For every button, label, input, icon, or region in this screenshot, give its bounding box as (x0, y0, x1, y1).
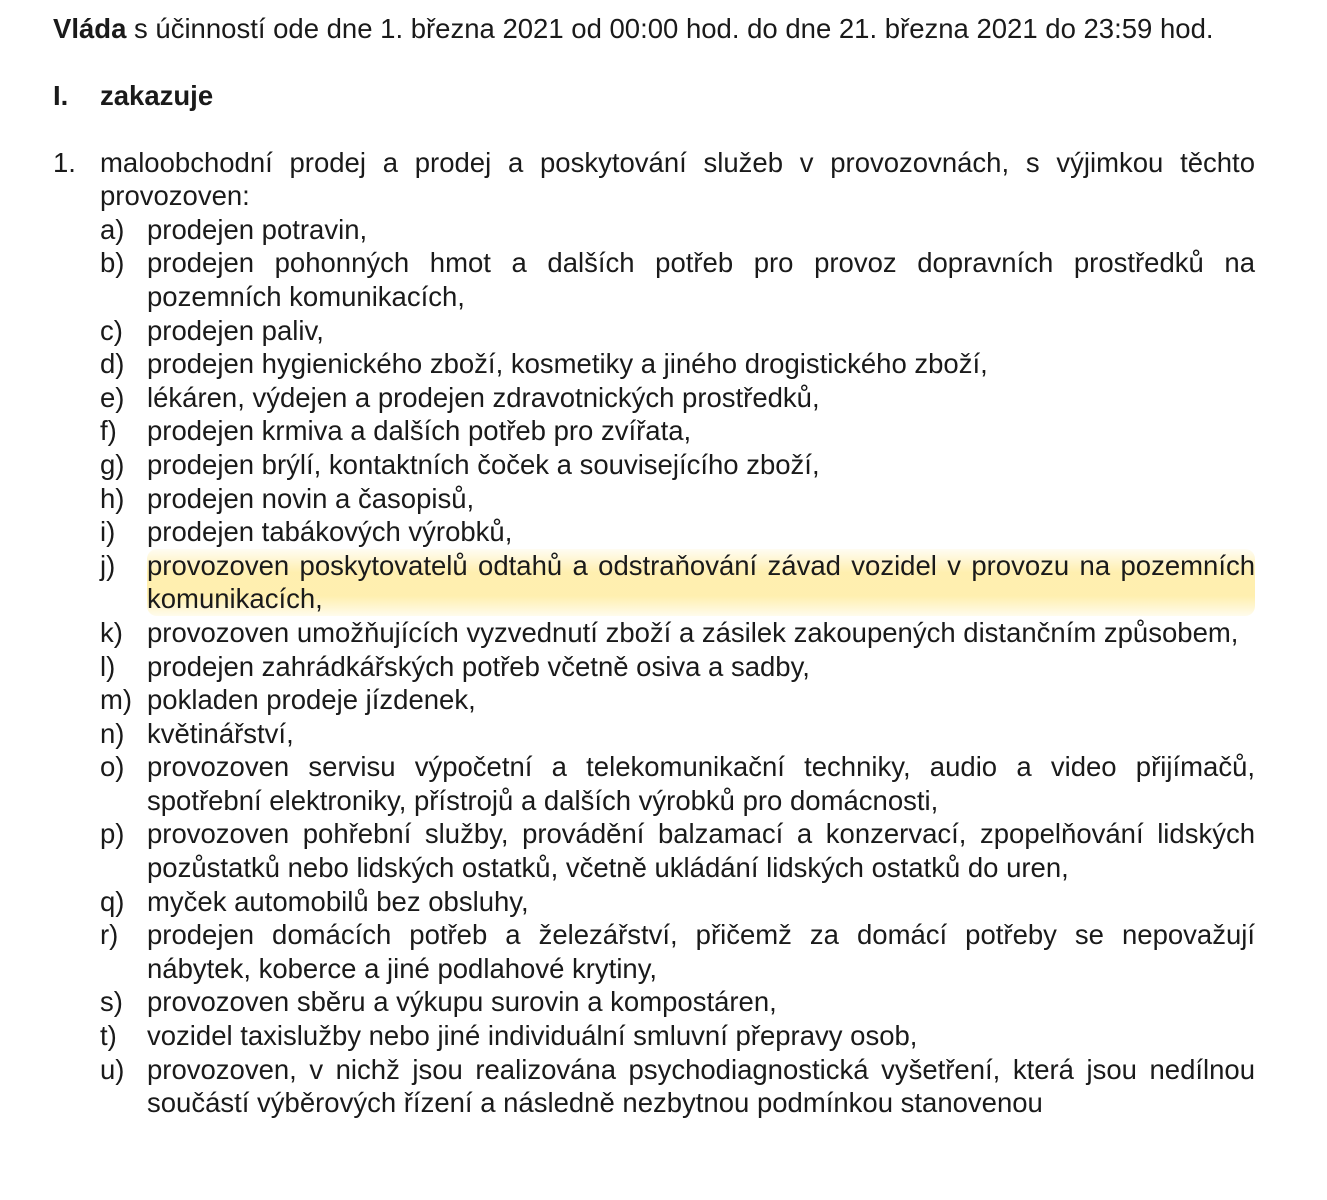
exception-item (100, 616, 1255, 650)
exception-item (100, 246, 1255, 313)
exception-text: myček automobilů bez obsluhy, (147, 885, 529, 917)
item-number: 1. (53, 146, 76, 178)
exception-letter: n) (100, 717, 125, 749)
exception-item (100, 650, 1255, 684)
exception-item (100, 448, 1255, 482)
exception-item (100, 515, 1255, 549)
exception-text: provozoven servisu výpočetní a telekomunikační techniky, audio a video přijímačů, spotřební elektroniky, přístrojů a dalších výrobků pro domácnosti, (147, 751, 1255, 816)
exception-letter: g) (100, 448, 125, 480)
document-page (53, 12, 1255, 1120)
exception-text: lékáren, výdejen a prodejen zdravotnických prostředků, (147, 381, 820, 413)
exception-item (100, 1019, 1255, 1053)
exception-list (100, 213, 1255, 1120)
exception-letter: a) (100, 213, 125, 245)
exception-item (100, 683, 1255, 717)
exception-text: prodejen novin a časopisů, (147, 482, 475, 514)
exception-letter: m) (100, 684, 133, 716)
exception-text: květinářství, (147, 717, 294, 749)
exception-text: prodejen potravin, (147, 213, 368, 245)
exception-letter: h) (100, 482, 125, 514)
exception-letter: k) (100, 616, 123, 648)
exception-letter: t) (100, 1020, 117, 1052)
item-text: maloobchodní prodej a prodej a poskytování služeb v provozovnách, s výjimkou těchto provozoven: (100, 146, 1255, 212)
exception-letter: b) (100, 247, 125, 279)
exception-item (100, 750, 1255, 817)
exception-letter: r) (100, 919, 119, 951)
exception-item (100, 414, 1255, 448)
exception-item (100, 1053, 1255, 1120)
exception-item (100, 717, 1255, 751)
exception-letter: f) (100, 415, 117, 447)
exception-letter: p) (100, 818, 125, 850)
exception-text: prodejen hygienického zboží, kosmetiky a jiného drogistického zboží, (147, 348, 988, 380)
intro-text: s účinností ode dne 1. března 2021 od 00:00 hod. do dne 21. března 2021 do 23:59 hod. (126, 13, 1214, 44)
exception-text: prodejen paliv, (147, 314, 324, 346)
item-content (100, 146, 1255, 1120)
section-heading (53, 79, 1255, 113)
exception-item (100, 314, 1255, 348)
exception-item (100, 482, 1255, 516)
exception-letter: c) (100, 314, 123, 346)
exception-letter: j) (100, 549, 116, 581)
exception-item (100, 918, 1255, 985)
exception-letter: o) (100, 751, 125, 783)
intro-subject: Vláda (53, 13, 127, 44)
exception-letter: e) (100, 381, 125, 413)
section-title: zakazuje (100, 79, 214, 111)
exception-letter: s) (100, 986, 123, 1018)
exception-text: prodejen pohonných hmot a dalších potřeb pro provoz dopravních prostředků na pozemních komunikacích, (147, 247, 1255, 312)
exception-text: provozoven, v nichž jsou realizována psychodiagnostická vyšetření, která jsou nedílnou součástí výběrových řízení a následně nezbytnou podmínkou stanovenou (147, 1053, 1255, 1119)
exception-item (100, 347, 1255, 381)
exception-letter: l) (100, 650, 116, 682)
exception-text: prodejen krmiva a dalších potřeb pro zvířata, (147, 415, 692, 447)
exception-letter: q) (100, 885, 125, 917)
exception-item (100, 381, 1255, 415)
exception-text: pokladen prodeje jízdenek, (147, 684, 476, 716)
exception-letter: u) (100, 1053, 125, 1085)
list-item-1 (53, 146, 1255, 1120)
exception-text: prodejen brýlí, kontaktních čoček a souvisejícího zboží, (147, 448, 820, 480)
exception-item (100, 213, 1255, 247)
exception-item (100, 817, 1255, 884)
exception-text: provozoven umožňujících vyzvednutí zboží a zásilek zakoupených distančním způsobem, (147, 616, 1239, 648)
exception-item (100, 885, 1255, 919)
intro-paragraph (53, 12, 1255, 46)
exception-text: prodejen tabákových výrobků, (147, 516, 513, 548)
section-number: I. (53, 79, 69, 111)
exception-text: provozoven pohřební služby, provádění balzamací a konzervací, zpopelňování lidských pozůstatků nebo lidských ostatků, včetně ukládání lidských ostatků do uren, (147, 818, 1255, 884)
exception-item (100, 549, 1255, 616)
exception-text: prodejen zahrádkářských potřeb včetně osiva a sadby, (147, 650, 810, 682)
highlighted-exception-text: provozoven poskytovatelů odtahů a odstraňování závad vozidel v provozu na pozemních komunikacích, (147, 549, 1255, 615)
exception-text: prodejen domácích potřeb a železářství, přičemž za domácí potřeby se nepovažují nábytek, koberce a jiné podlahové krytiny, (147, 919, 1255, 984)
exception-item (100, 985, 1255, 1019)
exception-text: vozidel taxislužby nebo jiné individuální smluvní přepravy osob, (147, 1020, 918, 1052)
exception-text: provozoven sběru a výkupu surovin a kompostáren, (147, 986, 777, 1018)
exception-letter: d) (100, 348, 125, 380)
exception-letter: i) (100, 516, 116, 548)
